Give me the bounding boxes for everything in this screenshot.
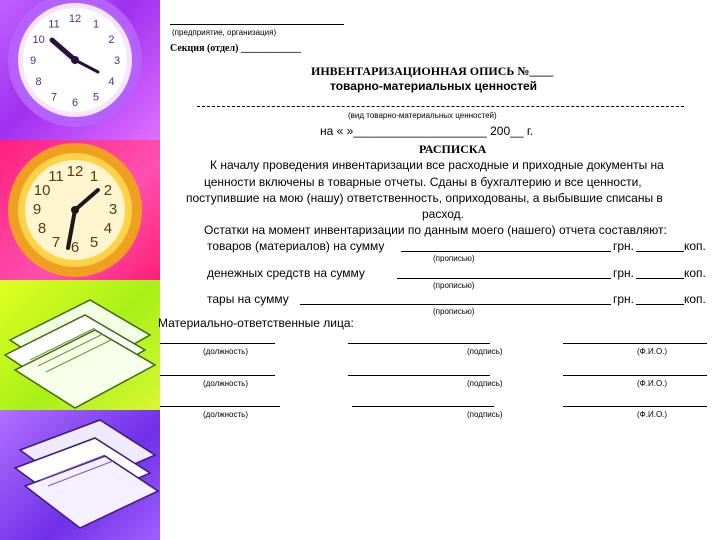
decor-panel-pink-clock [0,140,160,280]
paper-stack-icon [0,410,160,540]
cash-amount-words-line [397,278,611,279]
goods-amount-words-line [401,251,611,252]
position-line [160,343,275,344]
clock-numeral: 4 [103,220,113,237]
date-line: на « »____________________ 200__ г. [320,124,534,138]
decor-panel-green-papers [0,280,160,410]
signature-line [352,406,494,407]
clock-numeral: 12 [68,13,82,25]
clock-numeral: 6 [70,239,80,256]
receipt-heading: РАСПИСКА [419,142,487,156]
name-line [563,406,707,407]
responsible-persons-heading: Материально-ответственные лица: [158,316,354,330]
signature-caption: (подпись) [467,347,503,356]
goods-words-caption: (прописью) [433,254,475,263]
clock-icon [0,140,160,280]
cash-kop-line [636,278,684,279]
clock-numeral: 3 [113,55,121,67]
position-caption: (должность) [203,347,248,356]
clock-numeral: 7 [50,91,58,104]
clock-numeral: 3 [108,201,118,218]
position-line [160,375,275,376]
goods-amount-label: товаров (материалов) на сумму [207,239,385,253]
cash-kop-label: коп. [684,266,706,280]
goods-kop-line [636,251,684,252]
balance-statement: Остатки на момент инвентаризации по данным моего (нашего) отчета составляют: [204,223,667,237]
goods-currency-label: грн. [613,239,635,253]
tare-amount-words-line [300,304,611,305]
name-line [563,343,707,344]
clock-numeral: 7 [51,233,61,251]
receipt-text-line: ценности включены в товарные отчеты. Сданы в бухгалтерию и все ценности, [204,175,642,189]
clock-numeral: 4 [108,76,115,88]
decor-panel-purple-clock [0,0,160,140]
tare-kop-label: коп. [684,292,706,306]
cash-words-caption: (прописью) [433,281,475,290]
goods-kop-label: коп. [684,239,706,253]
clock-numeral: 1 [92,18,100,31]
receipt-text-line: поступившие на мою (нашу) ответственность, оприходованы, а выбывшие списаны в [186,191,663,205]
clock-numeral: 2 [103,182,113,199]
clock-numeral: 9 [32,201,42,218]
page-title: ИНВЕНТАРИЗАЦИОННАЯ ОПИСЬ №____ [311,64,554,78]
clock-numeral: 5 [92,91,100,104]
cash-amount-label: денежных средств на сумму [207,266,365,280]
position-caption: (должность) [203,379,248,388]
clock-numeral: 8 [37,220,47,237]
decor-panel-violet-papers [0,410,160,540]
position-line [160,406,280,407]
tare-words-caption: (прописью) [433,307,475,316]
position-caption: (должность) [203,410,248,419]
clock-numeral: 9 [29,55,37,67]
tare-amount-label: тары на сумму [207,292,289,306]
signature-line [348,375,490,376]
clock-numeral: 1 [89,168,99,186]
clock-numeral: 6 [71,97,79,109]
clock-numeral: 2 [108,34,115,46]
cash-currency-label: грн. [613,266,635,280]
section-label: Секция (отдел) ____________ [170,43,301,54]
clock-numeral: 11 [48,18,60,31]
name-line [563,375,707,376]
goods-type-line [197,106,684,107]
signature-caption: (подпись) [467,410,503,419]
paper-stack-icon [0,280,160,410]
clock-numeral: 10 [33,182,51,199]
name-caption: (Ф.И.О.) [637,379,668,388]
name-caption: (Ф.И.О.) [637,410,668,419]
clock-numeral: 5 [89,233,99,251]
clock-numeral: 8 [35,76,42,88]
clock-numeral: 10 [32,34,45,46]
name-caption: (Ф.И.О.) [637,347,668,356]
signature-caption: (подпись) [467,379,503,388]
org-name-line [170,24,344,25]
org-caption: (предприятие, организация) [172,28,277,37]
signature-line [348,343,490,344]
tare-kop-line [636,304,684,305]
clock-numeral: 11 [48,168,64,186]
clock-icon [0,0,160,140]
receipt-text-line: расход. [422,207,464,221]
goods-type-caption: (вид товарно-материальных ценностей) [348,111,497,120]
clock-numeral: 12 [66,163,84,180]
page-subtitle: товарно-материальных ценностей [330,79,537,93]
tare-currency-label: грн. [613,292,635,306]
receipt-text-line: К началу проведения инвентаризации все расходные и приходные документы на [210,158,664,172]
